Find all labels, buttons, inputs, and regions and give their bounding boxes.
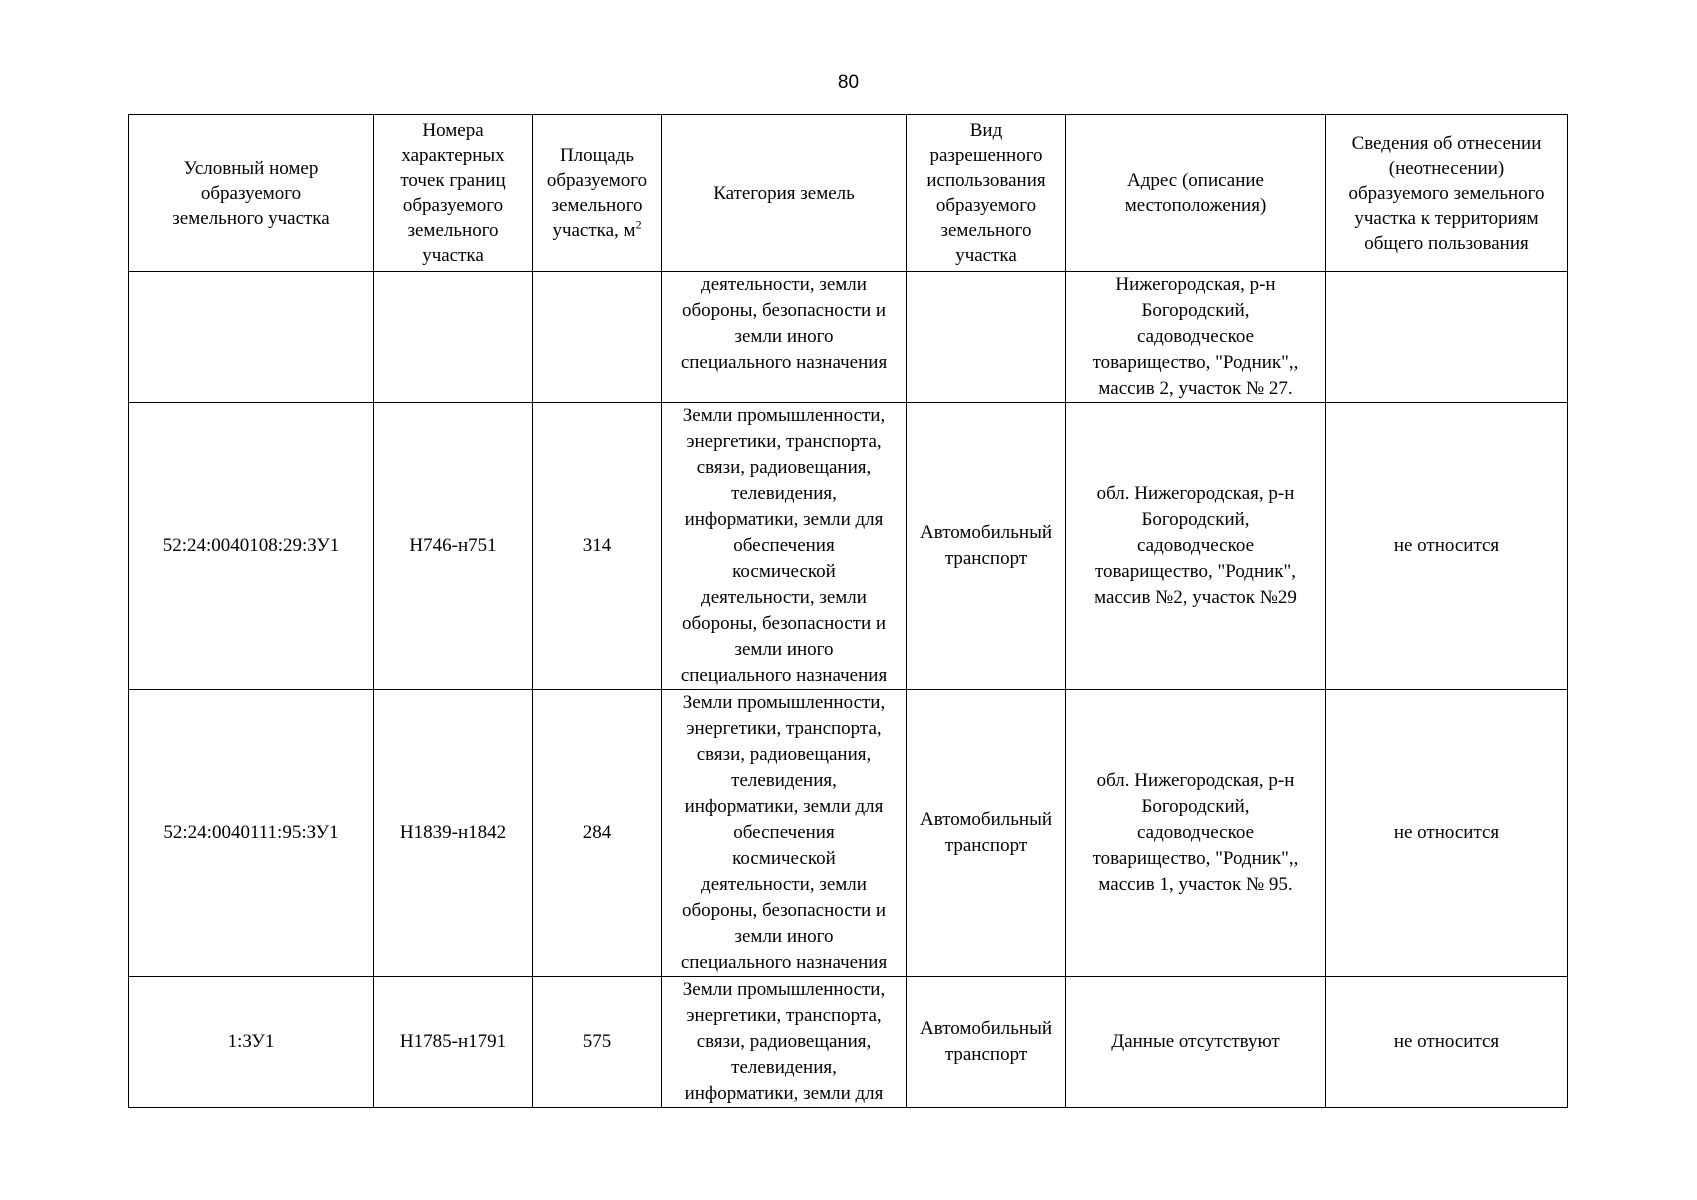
- cell-plot-number: 1:ЗУ1: [129, 977, 374, 1108]
- table-row: [129, 690, 1568, 977]
- header-permitted-use: Вид разрешенного использования образуемого земельного участка: [907, 115, 1066, 272]
- area-unit-superscript: 2: [635, 217, 642, 232]
- cell-area: [533, 272, 662, 403]
- header-land-category: Категория земель: [662, 115, 907, 272]
- cell-land-category: Земли промышленности, энергетики, транспорта, связи, радиовещания, телевидения, информатики, земли для обеспечения космической деятельности, земли обороны, безопасности и земли иного специального назначения: [662, 690, 907, 977]
- header-public-territory: Сведения об отнесении (неотнесении) образуемого земельного участка к территориям общего пользования: [1326, 115, 1568, 272]
- cell-area: 575: [533, 977, 662, 1108]
- cell-public-territory: не относится: [1326, 403, 1568, 690]
- cell-boundary-points: Н1839-н1842: [374, 690, 533, 977]
- land-plots-table: [128, 114, 1568, 1108]
- table-row: [129, 403, 1568, 690]
- cell-plot-number: [129, 272, 374, 403]
- header-plot-number: Условный номер образуемого земельного участка: [129, 115, 374, 272]
- cell-address: обл. Нижегородская, р-н Богородский, садоводческое товарищество, "Родник",, массив 1, участок № 95.: [1066, 690, 1326, 977]
- cell-public-territory: не относится: [1326, 977, 1568, 1108]
- cell-area: 284: [533, 690, 662, 977]
- header-boundary-points: Номера характерных точек границ образуемого земельного участка: [374, 115, 533, 272]
- cell-permitted-use: Автомобильный транспорт: [907, 977, 1066, 1108]
- cell-land-category: Земли промышленности, энергетики, транспорта, связи, радиовещания, телевидения, информатики, земли для: [662, 977, 907, 1108]
- cell-permitted-use: [907, 272, 1066, 403]
- cell-public-territory: [1326, 272, 1568, 403]
- cell-permitted-use: Автомобильный транспорт: [907, 403, 1066, 690]
- cell-land-category: деятельности, земли обороны, безопасности и земли иного специального назначения: [662, 272, 907, 403]
- page-number: 80: [837, 72, 860, 93]
- cell-land-category: Земли промышленности, энергетики, транспорта, связи, радиовещания, телевидения, информатики, земли для обеспечения космической деятельности, земли обороны, безопасности и земли иного специального назначения: [662, 403, 907, 690]
- cell-address: Нижегородская, р-н Богородский, садоводческое товарищество, "Родник",, массив 2, участок № 27.: [1066, 272, 1326, 403]
- cell-permitted-use: Автомобильный транспорт: [907, 690, 1066, 977]
- cell-boundary-points: Н746-н751: [374, 403, 533, 690]
- cell-address: Данные отсутствуют: [1066, 977, 1326, 1108]
- cell-boundary-points: [374, 272, 533, 403]
- cell-address: обл. Нижегородская, р-н Богородский, садоводческое товарищество, "Родник", массив №2, участок №29: [1066, 403, 1326, 690]
- header-area: Площадь образуемого земельного участка, $м^2$: [533, 115, 662, 272]
- header-address: Адрес (описание местоположения): [1066, 115, 1326, 272]
- cell-boundary-points: Н1785-н1791: [374, 977, 533, 1108]
- table-row: [129, 272, 1568, 403]
- cell-public-territory: не относится: [1326, 690, 1568, 977]
- cell-plot-number: 52:24:0040111:95:ЗУ1: [129, 690, 374, 977]
- cell-plot-number: 52:24:0040108:29:ЗУ1: [129, 403, 374, 690]
- cell-area: 314: [533, 403, 662, 690]
- table-header-row: [129, 115, 1568, 272]
- table-row: [129, 977, 1568, 1108]
